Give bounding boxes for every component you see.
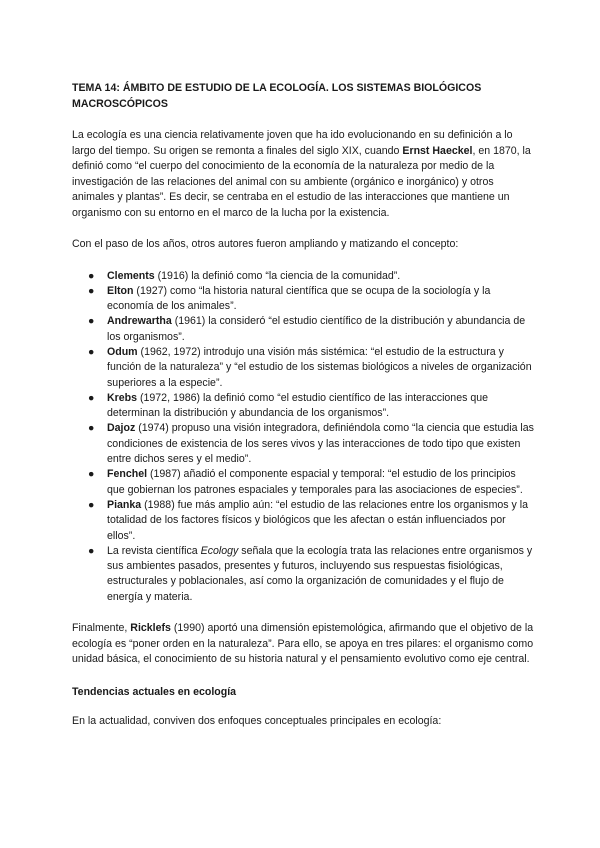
bullet-icon: ●	[88, 269, 95, 282]
bullet-icon: ●	[88, 345, 95, 358]
journal-name: Ecology	[200, 544, 239, 557]
ricklefs-prefix: Finalmente,	[72, 622, 131, 635]
intro-paragraph	[72, 128, 536, 221]
author-name: Elton	[107, 284, 134, 297]
document-title: TEMA 14: ÁMBITO DE ESTUDIO DE LA ECOLOGÍA. LOS SISTEMAS BIOLÓGICOS MACROSCÓPICOS	[72, 82, 482, 110]
bullet-icon: ●	[88, 391, 95, 404]
author-definition: (1916) la definió como “la ciencia de la comunidad”.	[154, 269, 401, 282]
author-name: Andrewartha	[107, 315, 172, 328]
haeckel-name: Ernst Haeckel	[402, 144, 473, 157]
list-item	[72, 544, 536, 605]
author-name: Pianka	[107, 498, 142, 511]
author-name: Krebs	[107, 391, 138, 404]
ricklefs-paragraph	[72, 621, 536, 668]
list-item	[72, 345, 536, 391]
bullet-icon: ●	[88, 544, 95, 557]
ricklefs-text: (1990) aportó una dimensión epistemológica, afirmando que el objetivo de la ecología es “poner orden en la naturaleza”. Para ello, se apoya en tres pilares: el organismo como unidad básica, el conocimiento de su historia natural y el pensamiento evolutivo como eje central.	[72, 622, 534, 666]
section-heading: Tendencias actuales en ecología	[72, 685, 237, 698]
list-item	[72, 284, 536, 315]
bullet-icon: ●	[88, 315, 95, 328]
list-item	[72, 269, 536, 284]
intro-text-part1: La ecología es una ciencia relativamente joven que ha ido evolucionando en su definición a lo largo del tiempo. Su origen se remonta a finales del siglo XIX, cuando	[72, 129, 513, 157]
list-item	[72, 314, 536, 345]
author-name: Dajoz	[107, 422, 136, 435]
closing-paragraph: En la actualidad, conviven dos enfoques conceptuales principales en ecología:	[72, 714, 442, 727]
ecology-item-suffix: señala que la ecología trata las relaciones entre organismos y sus ambientes pasados, presentes y futuros, incluyendo sus respuestas fisiológicas, estructurales y poblacionales, así como la organización de comunidades y el flujo de energía y materia.	[107, 544, 533, 603]
author-name: Fenchel	[107, 468, 148, 481]
list-item	[72, 421, 536, 467]
ecology-item-prefix: La revista científica	[107, 544, 201, 557]
author-definition: (1962, 1972) introdujo una visión más sistémica: “el estudio de la estructura y función de la naturaleza” y “el estudio de los sistemas biológicos a niveles de organización superiores a la especie”.	[107, 345, 532, 389]
intro-text-part2: , en 1870, la definió como “el cuerpo del conocimiento de la economía de la naturaleza por medio de la investigación de las relaciones del animal con su ambiente (orgánico e inorgánico) y otros animales y plantas”. Es decir, se centraba en el estudio de las interacciones que mantiene un organismo con su entorno en el marco de la lucha por la existencia.	[72, 144, 531, 219]
list-item	[72, 391, 536, 422]
bullet-icon: ●	[88, 468, 95, 481]
authors-list	[72, 269, 536, 606]
author-definition: (1988) fue más amplio aún: “el estudio de las relaciones entre los organismos y la totalidad de los factores físicos y biológicos que les afectan o están influenciados por ellos”.	[107, 498, 529, 542]
author-definition: (1974) propuso una visión integradora, definiéndola como “la ciencia que estudia las condiciones de existencia de los seres vivos y las interacciones de todo tipo que existen entre dichos seres y el medio”.	[107, 422, 534, 466]
author-name: Clements	[107, 269, 155, 282]
ricklefs-name: Ricklefs	[130, 622, 171, 635]
list-item	[72, 498, 536, 544]
bullet-icon: ●	[88, 498, 95, 511]
lead-paragraph: Con el paso de los años, otros autores fueron ampliando y matizando el concepto:	[72, 238, 459, 250]
author-definition: (1927) como “la historia natural científica que se ocupa de la sociología y la economía de los animales”.	[107, 284, 491, 313]
author-definition: (1972, 1986) la definió como “el estudio científico de las interacciones que determinan la distribución y abundancia de los organismos”.	[107, 391, 489, 420]
author-definition: (1987) añadió el componente espacial y temporal: “el estudio de los principios que gobiernan los patrones espaciales y temporales para las asociaciones de especies”.	[107, 468, 523, 496]
author-name: Odum	[107, 345, 138, 358]
list-item	[72, 467, 536, 498]
author-definition: (1961) la consideró “el estudio científico de la distribución y abundancia de los organismos”.	[107, 315, 526, 343]
bullet-icon: ●	[88, 284, 95, 297]
bullet-icon: ●	[88, 422, 95, 435]
